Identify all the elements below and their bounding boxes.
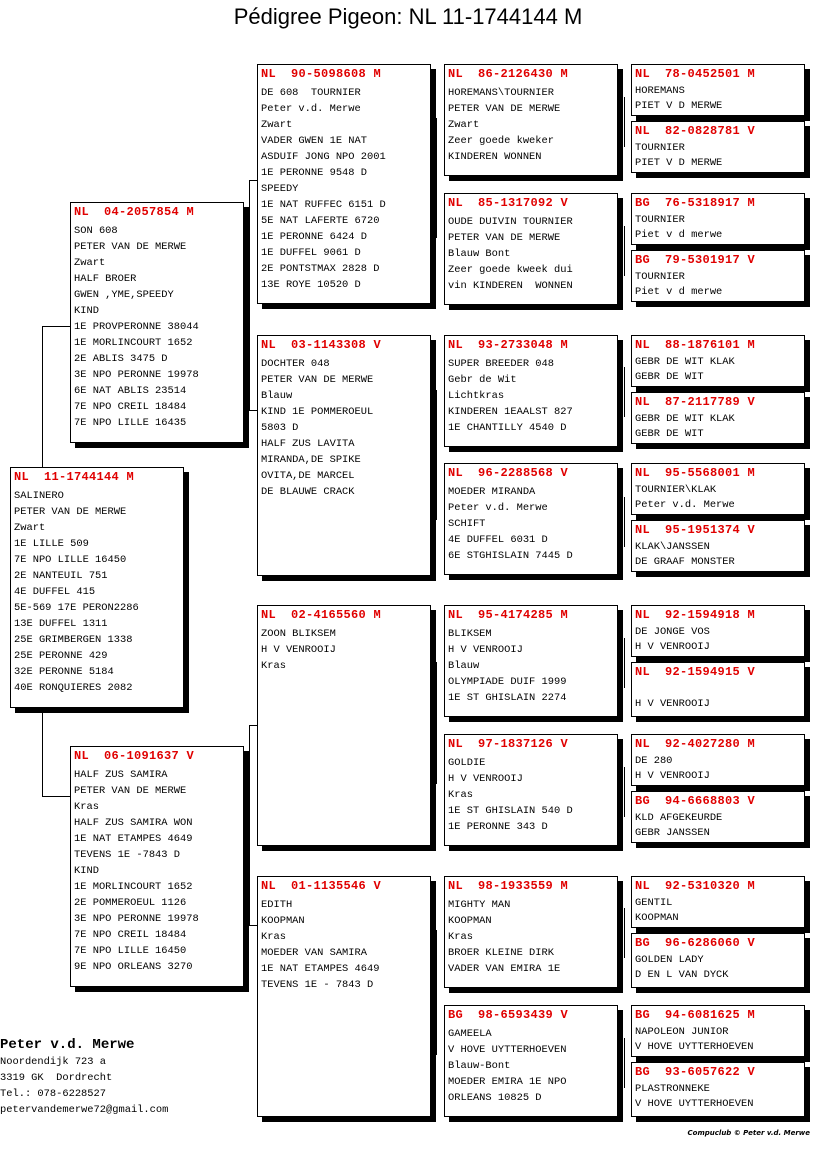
pigeon-card-gg11 <box>631 734 805 786</box>
pigeon-card-fff <box>444 64 618 176</box>
info-line: 9E NPO ORLEANS 3270 <box>74 961 193 973</box>
info-line: 1E PERONNE 6424 D <box>261 231 368 243</box>
connector <box>42 796 71 797</box>
info-line: SCHIFT <box>448 518 486 530</box>
info-line: D EN L VAN DYCK <box>635 969 729 981</box>
ring-number: BG 96-6286060 V <box>635 936 756 950</box>
pigeon-card-gg16 <box>631 1062 805 1117</box>
ring-number: NL 78-0452501 M <box>635 67 756 81</box>
info-line: Blauw-Bont <box>448 1060 511 1072</box>
connector <box>249 725 250 925</box>
info-line: MOEDER VAN SAMIRA <box>261 947 368 959</box>
info-line: GEBR DE WIT <box>635 428 704 440</box>
info-line: MIGHTY MAN <box>448 899 511 911</box>
ring-number: NL 11-1744144 M <box>14 470 135 484</box>
pigeon-card-fmm <box>444 463 618 575</box>
info-line: 2E ABLIS 3475 D <box>74 353 168 365</box>
info-line: Blauw Bont <box>448 248 511 260</box>
connector <box>624 1038 625 1088</box>
info-line: H V VENROOIJ <box>448 773 523 785</box>
info-line: KIND <box>74 305 99 317</box>
info-line: GOLDEN LADY <box>635 954 704 966</box>
info-line: V HOVE UYTTERHOEVEN <box>635 1098 754 1110</box>
page-title: Pédigree Pigeon: NL 11-1744144 M <box>233 4 583 29</box>
info-line: PETER VAN DE MERWE <box>74 241 187 253</box>
connector <box>436 930 437 1055</box>
info-line: PETER VAN DE MERWE <box>261 374 374 386</box>
info-line: NAPOLEON JUNIOR <box>635 1026 729 1038</box>
info-line: PIET V D MERWE <box>635 157 723 169</box>
ring-number: BG 98-6593439 V <box>448 1008 569 1022</box>
pigeon-card-ffm <box>444 193 618 305</box>
info-line: DE 608 TOURNIER <box>261 87 361 99</box>
info-line: Zwart <box>74 257 106 269</box>
pigeon-card-gg13 <box>631 876 805 928</box>
info-line: H V VENROOIJ <box>635 698 710 710</box>
info-line: H V VENROOIJ <box>635 641 710 653</box>
info-line: 1E PROVPERONNE 38044 <box>74 321 199 333</box>
connector <box>624 638 625 688</box>
connector <box>42 326 43 469</box>
ring-number: NL 95-4174285 M <box>448 608 569 622</box>
info-line: 2E POMMEROEUL 1126 <box>74 897 187 909</box>
info-line: MOEDER MIRANDA <box>448 486 536 498</box>
pigeon-card-gg8 <box>631 520 805 572</box>
ring-number: BG 76-5318917 M <box>635 196 756 210</box>
info-line: 1E ST GHISLAIN 2274 <box>448 692 567 704</box>
info-line: GEBR DE WIT KLAK <box>635 356 735 368</box>
info-line: Peter v.d. Merwe <box>261 103 361 115</box>
info-line: SON 608 <box>74 225 118 237</box>
info-line: 6E NAT ABLIS 23514 <box>74 385 187 397</box>
info-line: Peter v.d. Merwe <box>448 502 548 514</box>
info-line: GOLDIE <box>448 757 486 769</box>
info-line: 4E DUFFEL 6031 D <box>448 534 548 546</box>
ring-number: BG 94-6081625 M <box>635 1008 756 1022</box>
ring-number: NL 88-1876101 M <box>635 338 756 352</box>
connector <box>624 367 625 417</box>
owner-phone: Tel.: 078-6228527 <box>0 1088 107 1100</box>
ring-number: BG 94-6668803 V <box>635 794 756 808</box>
info-line: 5E NAT LAFERTE 6720 <box>261 215 380 227</box>
info-line: OUDE DUIVIN TOURNIER <box>448 216 573 228</box>
info-line: DOCHTER 048 <box>261 358 330 370</box>
info-line: GWEN ,YME,SPEEDY <box>74 289 174 301</box>
info-line: PETER VAN DE MERWE <box>14 506 127 518</box>
ring-number: NL 92-5310320 M <box>635 879 756 893</box>
info-line: TOURNIER <box>635 214 685 226</box>
info-line: 25E PERONNE 429 <box>14 650 108 662</box>
ring-number: NL 90-5098608 M <box>261 67 382 81</box>
connector <box>624 497 625 547</box>
connector <box>624 767 625 817</box>
info-line: DE BLAUWE CRACK <box>261 486 355 498</box>
info-line: ORLEANS 10825 D <box>448 1092 542 1104</box>
connector <box>624 226 625 276</box>
pigeon-card-gg14 <box>631 933 805 988</box>
ring-number: NL 97-1837126 V <box>448 737 569 751</box>
info-line: KINDEREN WONNEN <box>448 151 542 163</box>
info-line: Blauw <box>448 660 480 672</box>
pigeon-card-gg9 <box>631 605 805 657</box>
info-line: TEVENS 1E -7843 D <box>74 849 181 861</box>
info-line: 1E ST GHISLAIN 540 D <box>448 805 573 817</box>
info-line: Piet v d merwe <box>635 286 723 298</box>
info-line: MIRANDA,DE SPIKE <box>261 454 361 466</box>
info-line: GEBR DE WIT KLAK <box>635 413 735 425</box>
credit-text: Compuclub © Peter v.d. Merwe <box>687 1129 810 1137</box>
info-line: 40E RONQUIERES 2082 <box>14 682 133 694</box>
info-line: 13E ROYE 10520 D <box>261 279 361 291</box>
info-line: 32E PERONNE 5184 <box>14 666 114 678</box>
info-line: SALINERO <box>14 490 64 502</box>
ring-number: NL 92-1594918 M <box>635 608 756 622</box>
info-line: DE JONGE VOS <box>635 626 710 638</box>
info-line: KOOPMAN <box>261 915 305 927</box>
connector <box>624 908 625 958</box>
ring-number: NL 04-2057854 M <box>74 205 195 219</box>
info-line: TOURNIER <box>635 271 685 283</box>
info-line <box>635 682 801 697</box>
info-line: SUPER BREEDER 048 <box>448 358 555 370</box>
info-line: KIND <box>74 865 99 877</box>
ring-number: NL 06-1091637 V <box>74 749 195 763</box>
info-line: Kras <box>448 789 473 801</box>
info-line: 7E NPO LILLE 16450 <box>14 554 127 566</box>
ring-number: NL 85-1317092 V <box>448 196 569 210</box>
pigeon-card-gg7 <box>631 463 805 515</box>
info-line: SPEEDY <box>261 183 299 195</box>
info-line: VADER GWEN 1E NAT <box>261 135 368 147</box>
info-line: GENTIL <box>635 897 673 909</box>
owner-address-line: 3319 GK Dordrecht <box>0 1072 113 1084</box>
pigeon-card-gg3 <box>631 193 805 245</box>
info-line: V HOVE UYTTERHOEVEN <box>635 1041 754 1053</box>
info-line: vin KINDEREN WONNEN <box>448 280 573 292</box>
connector <box>624 97 625 147</box>
info-line: Zeer goede kweker <box>448 135 555 147</box>
info-line: HOREMANS <box>635 85 685 97</box>
info-line: GEBR DE WIT <box>635 371 704 383</box>
info-line: Peter v.d. Merwe <box>635 499 735 511</box>
info-line: Lichtkras <box>448 390 505 402</box>
pigeon-card-ff <box>257 64 431 304</box>
pigeon-card-mm <box>257 876 431 1117</box>
info-line: 5E-569 17E PERON2286 <box>14 602 139 614</box>
info-line: BROER KLEINE DIRK <box>448 947 555 959</box>
info-line: PETER VAN DE MERWE <box>448 232 561 244</box>
info-line: 25E GRIMBERGEN 1338 <box>14 634 133 646</box>
info-line: Blauw <box>261 390 293 402</box>
ring-number: NL 98-1933559 M <box>448 879 569 893</box>
pigeon-card-gg5 <box>631 335 805 387</box>
info-line: KOOPMAN <box>635 912 679 924</box>
info-line: 7E NPO LILLE 16450 <box>74 945 187 957</box>
info-line: 3E NPO PERONNE 19978 <box>74 369 199 381</box>
info-line: Kras <box>448 931 473 943</box>
info-line: 2E NANTEUIL 751 <box>14 570 108 582</box>
connector <box>436 662 437 784</box>
pigeon-card-gg4 <box>631 250 805 302</box>
info-line: KLD AFGEKEURDE <box>635 812 723 824</box>
ring-number: NL 82-0828781 V <box>635 124 756 138</box>
info-line: HALF BROER <box>74 273 137 285</box>
ring-number: BG 93-6057622 V <box>635 1065 756 1079</box>
ring-number: NL 92-4027280 M <box>635 737 756 751</box>
info-line: 4E DUFFEL 415 <box>14 586 96 598</box>
info-line: PLASTRONNEKE <box>635 1083 710 1095</box>
owner-block <box>0 1036 168 1118</box>
info-line: PETER VAN DE MERWE <box>448 103 561 115</box>
pigeon-card-fmf <box>444 335 618 447</box>
owner-address-line: Noordendijk 723 a <box>0 1056 107 1068</box>
info-line: OLYMPIADE DUIF 1999 <box>448 676 567 688</box>
info-line: 1E DUFFEL 9061 D <box>261 247 361 259</box>
info-line: 7E NPO CREIL 18484 <box>74 929 187 941</box>
info-line: TEVENS 1E - 7843 D <box>261 979 374 991</box>
info-line: Kras <box>261 660 286 672</box>
info-line: 1E LILLE 509 <box>14 538 89 550</box>
info-line: TOURNIER\KLAK <box>635 484 717 496</box>
connector <box>249 180 250 410</box>
info-line: PETER VAN DE MERWE <box>74 785 187 797</box>
info-line: ASDUIF JONG NPO 2001 <box>261 151 386 163</box>
info-line: 13E DUFFEL 1311 <box>14 618 108 630</box>
pigeon-card-mmf <box>444 876 618 988</box>
info-line: KOOPMAN <box>448 915 492 927</box>
pigeon-card-mf <box>257 605 431 846</box>
info-line: KIND 1E POMMEROEUL <box>261 406 374 418</box>
info-line: TOURNIER <box>635 142 685 154</box>
ring-number: NL 02-4165560 M <box>261 608 382 622</box>
info-line: 1E PERONNE 9548 D <box>261 167 368 179</box>
info-line: 1E NAT RUFFEC 6151 D <box>261 199 386 211</box>
ring-number: NL 93-2733048 M <box>448 338 569 352</box>
pigeon-card-mmm <box>444 1005 618 1117</box>
pigeon-card-subject <box>10 467 184 708</box>
info-line: EDITH <box>261 899 293 911</box>
pigeon-card-mfm <box>444 734 618 846</box>
pigeon-card-gg12 <box>631 791 805 843</box>
info-line: KLAK\JANSSEN <box>635 541 710 553</box>
ring-number: NL 96-2288568 V <box>448 466 569 480</box>
info-line: Zeer goede kweek dui <box>448 264 573 276</box>
info-line: 6E STGHISLAIN 7445 D <box>448 550 573 562</box>
info-line: 1E CHANTILLY 4540 D <box>448 422 567 434</box>
info-line: 1E MORLINCOURT 1652 <box>74 881 193 893</box>
owner-name: Peter v.d. Merwe <box>0 1037 135 1053</box>
info-line: Zwart <box>448 119 480 131</box>
info-line: 3E NPO PERONNE 19978 <box>74 913 199 925</box>
info-line: 7E NPO LILLE 16435 <box>74 417 187 429</box>
info-line: Gebr de Wit <box>448 374 517 386</box>
info-line: GAMEELA <box>448 1028 492 1040</box>
info-line: DE 280 <box>635 755 673 767</box>
info-line: V HOVE UYTTERHOEVEN <box>448 1044 567 1056</box>
info-line: OVITA,DE MARCEL <box>261 470 355 482</box>
pigeon-card-gg15 <box>631 1005 805 1057</box>
info-line: VADER VAN EMIRA 1E <box>448 963 561 975</box>
pigeon-card-father <box>70 202 244 443</box>
pigeon-card-gg1 <box>631 64 805 116</box>
ring-number: NL 95-5568001 M <box>635 466 756 480</box>
ring-number: NL 01-1135546 V <box>261 879 382 893</box>
info-line: HOREMANS\TOURNIER <box>448 87 555 99</box>
ring-number: BG 79-5301917 V <box>635 253 756 267</box>
pigeon-card-mff <box>444 605 618 717</box>
info-line: Zwart <box>261 119 293 131</box>
connector <box>436 118 437 238</box>
info-line: 1E NAT ETAMPES 4649 <box>74 833 193 845</box>
info-line: Kras <box>261 931 286 943</box>
info-line: Zwart <box>14 522 46 534</box>
info-line: KINDEREN 1EAALST 827 <box>448 406 573 418</box>
ring-number: NL 92-1594915 V <box>635 665 756 679</box>
info-line: BLIKSEM <box>448 628 492 640</box>
info-line: 7E NPO CREIL 18484 <box>74 401 187 413</box>
info-line: HALF ZUS SAMIRA <box>74 769 168 781</box>
ring-number: NL 95-1951374 V <box>635 523 756 537</box>
connector <box>42 326 71 327</box>
ring-number: NL 86-2126430 M <box>448 67 569 81</box>
info-line: H V VENROOIJ <box>635 770 710 782</box>
ring-number: NL 03-1143308 V <box>261 338 382 352</box>
info-line: ZOON BLIKSEM <box>261 628 336 640</box>
info-line: PIET V D MERWE <box>635 100 723 112</box>
pigeon-card-gg2 <box>631 121 805 173</box>
info-line: 2E PONTSTMAX 2828 D <box>261 263 380 275</box>
info-line: DE GRAAF MONSTER <box>635 556 735 568</box>
info-line: H V VENROOIJ <box>261 644 336 656</box>
pigeon-card-gg6 <box>631 392 805 444</box>
info-line: Piet v d merwe <box>635 229 723 241</box>
info-line: HALF ZUS LAVITA <box>261 438 355 450</box>
info-line: MOEDER EMIRA 1E NPO <box>448 1076 567 1088</box>
info-line: 1E MORLINCOURT 1652 <box>74 337 193 349</box>
pigeon-card-gg10 <box>631 662 805 717</box>
info-line: 1E NAT ETAMPES 4649 <box>261 963 380 975</box>
info-line: GEBR JANSSEN <box>635 827 710 839</box>
connector <box>42 712 43 796</box>
owner-email: petervandemerwe72@gmail.com <box>0 1104 169 1116</box>
info-line: HALF ZUS SAMIRA WON <box>74 817 193 829</box>
pigeon-card-fm <box>257 335 431 576</box>
ring-number: NL 87-2117789 V <box>635 395 756 409</box>
connector <box>436 390 437 520</box>
pigeon-card-mother <box>70 746 244 987</box>
info-line: 1E PERONNE 343 D <box>448 821 548 833</box>
info-line: H V VENROOIJ <box>448 644 523 656</box>
info-line: Kras <box>74 801 99 813</box>
info-line: 5803 D <box>261 422 299 434</box>
